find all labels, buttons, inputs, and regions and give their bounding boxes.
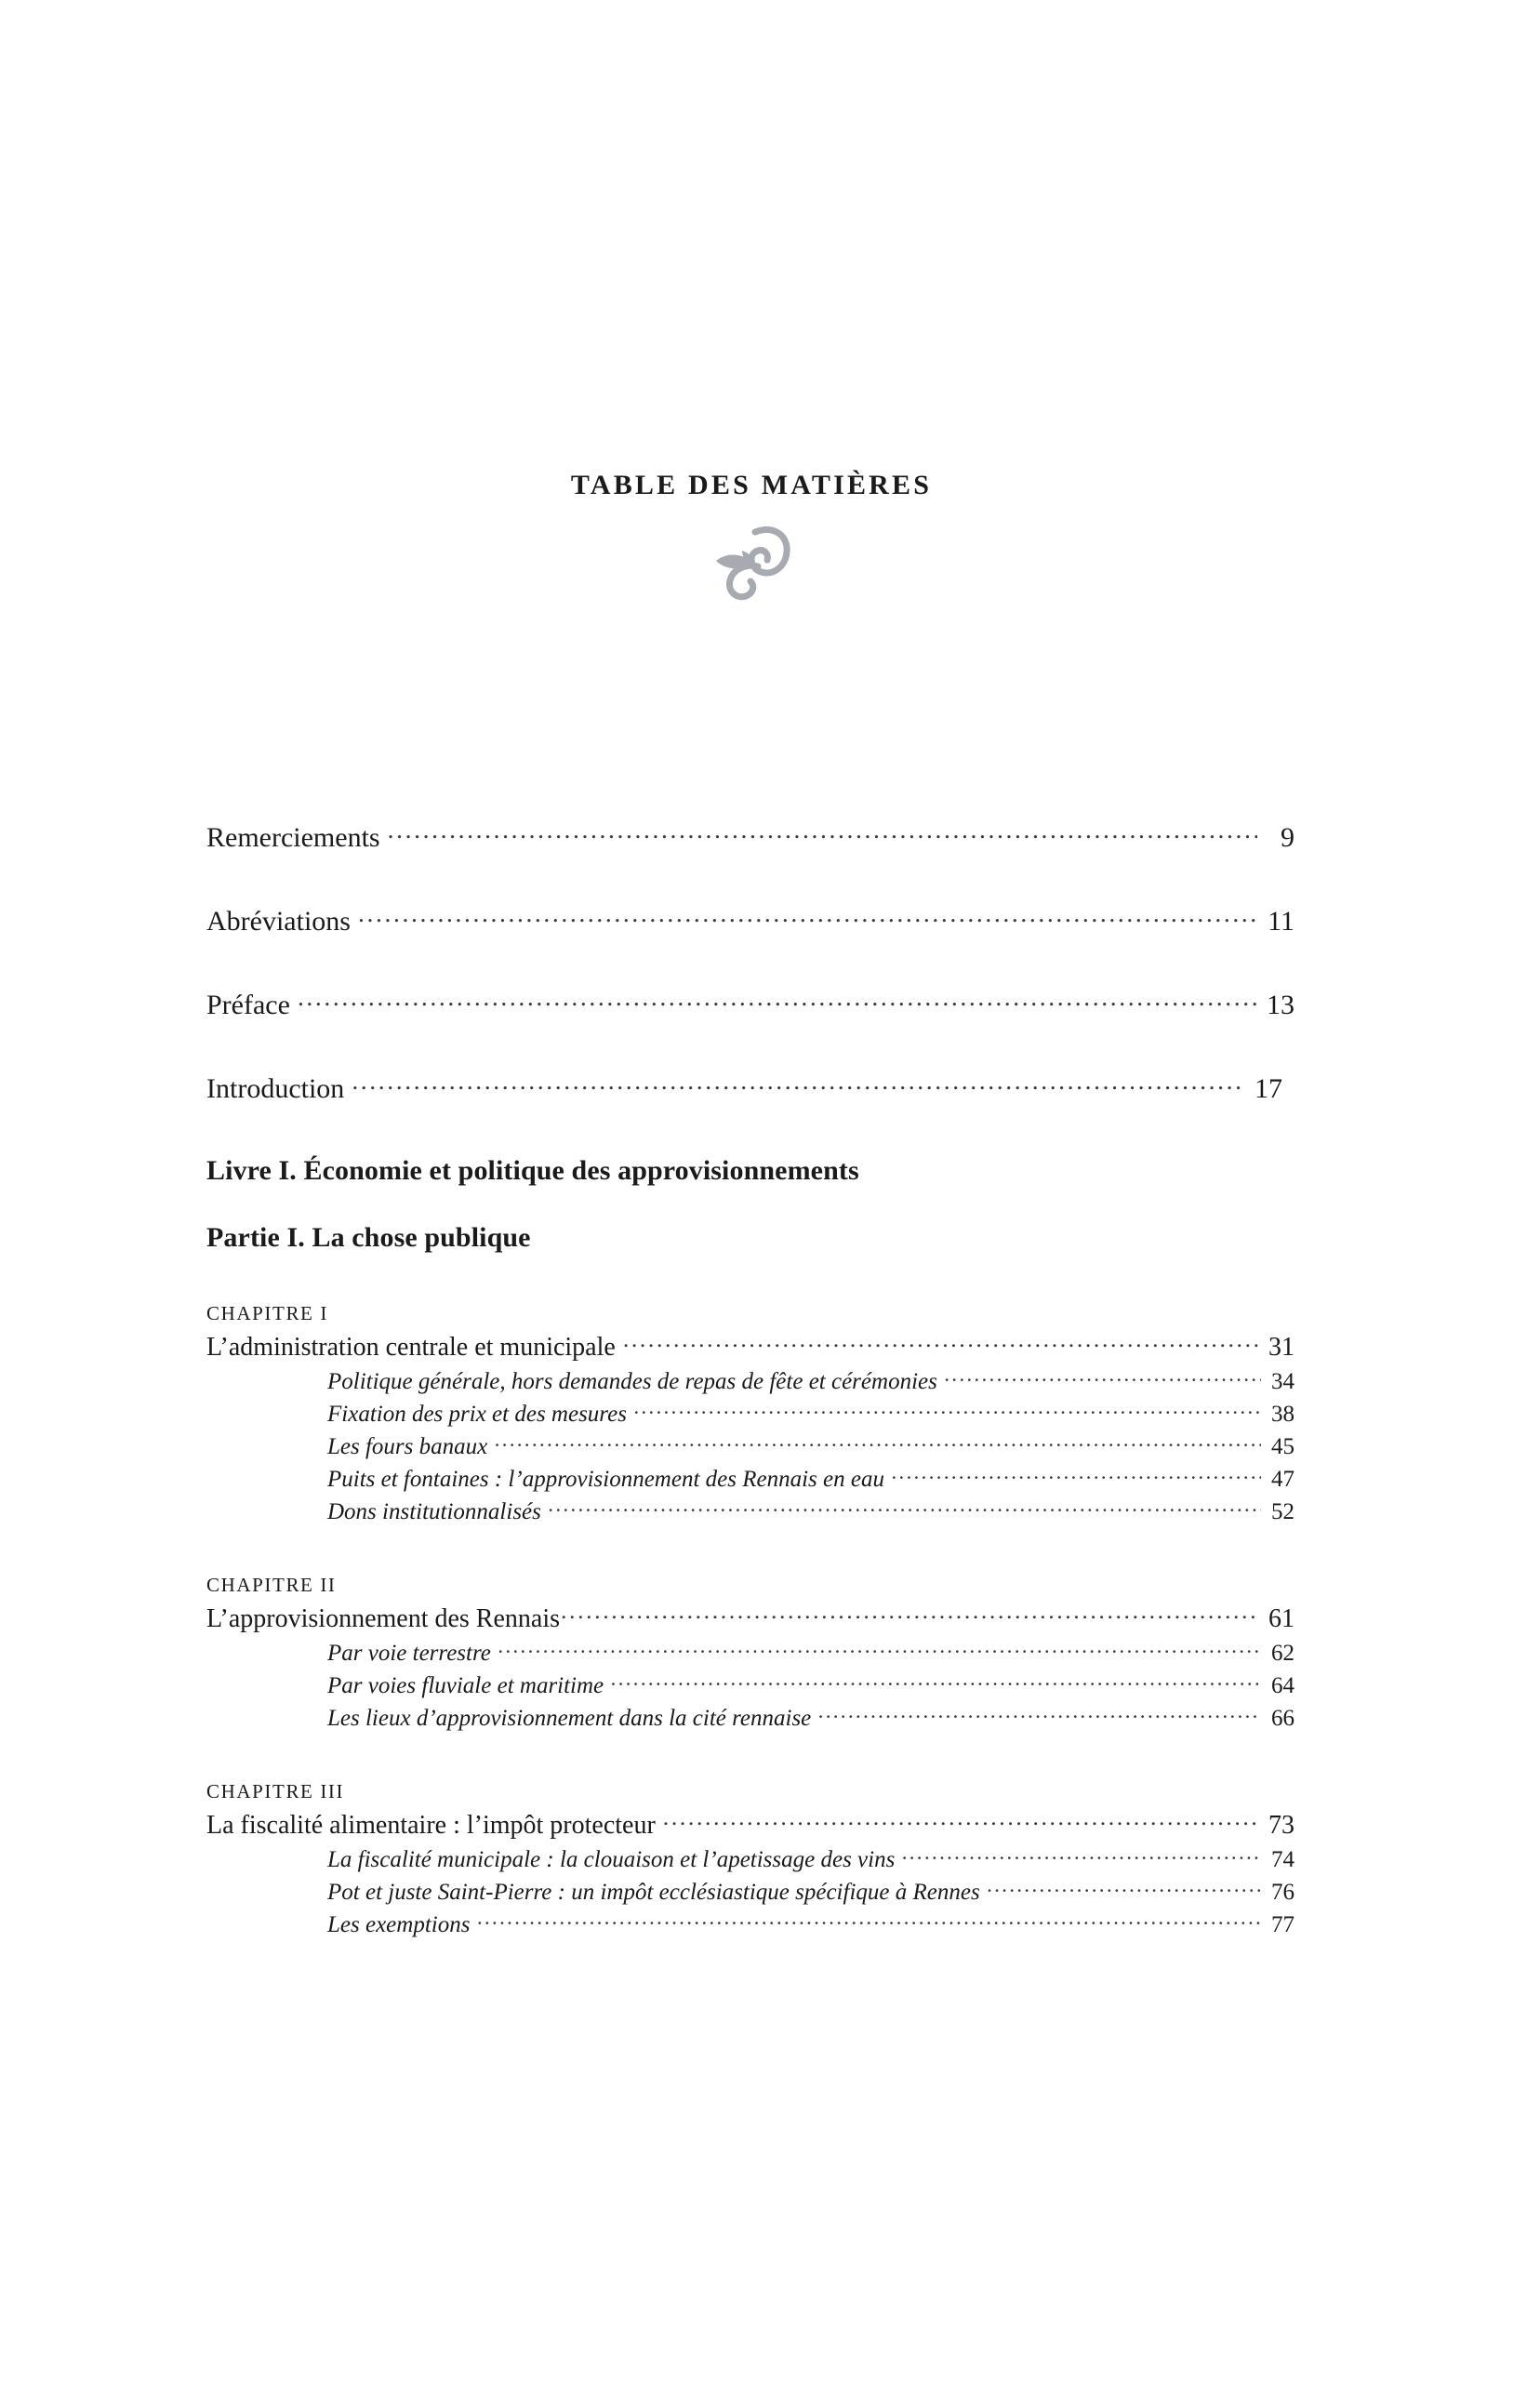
- toc-entry-label: Introduction: [206, 1073, 345, 1104]
- floral-flourish-ornament: [0, 523, 1520, 603]
- section-entry[interactable]: [327, 1637, 1294, 1667]
- section-entry[interactable]: [327, 1702, 1294, 1732]
- section-title: Fixation des prix et des mesures: [327, 1402, 627, 1427]
- dot-leader: [298, 986, 1257, 1014]
- toc-entry-page: 17: [1255, 1073, 1282, 1104]
- section-title: Les fours banaux: [327, 1434, 488, 1459]
- dot-leader: [988, 1876, 1261, 1899]
- toc-entry-page: 9: [1281, 822, 1294, 853]
- chapter-label: CHAPITRE II: [206, 1574, 337, 1596]
- dot-leader: [945, 1365, 1261, 1389]
- dot-leader: [663, 1807, 1259, 1833]
- dot-leader: [902, 1843, 1261, 1867]
- section-page: 45: [1271, 1434, 1294, 1459]
- section-page: 74: [1271, 1847, 1294, 1872]
- toc-entry-page: 11: [1268, 906, 1294, 937]
- dot-leader: [623, 1329, 1259, 1355]
- dot-leader: [498, 1637, 1261, 1660]
- section-page: 64: [1271, 1673, 1294, 1698]
- chapter-title-entry[interactable]: [206, 1807, 1294, 1841]
- section-title: Pot et juste Saint-Pierre : un impôt ecclésiastique spécifique à Rennes: [327, 1880, 980, 1905]
- section-entry[interactable]: [327, 1876, 1294, 1906]
- section-page: 38: [1271, 1402, 1294, 1427]
- section-title: Les exemptions: [327, 1912, 471, 1937]
- chapter-page: 31: [1268, 1333, 1294, 1362]
- section-entry[interactable]: [327, 1463, 1294, 1493]
- chapter-title-entry[interactable]: [206, 1329, 1294, 1363]
- chapter-title: L’approvisionnement des Rennais: [206, 1604, 561, 1633]
- dot-leader: [634, 1398, 1261, 1421]
- page-title: TABLE DES MATIÈRES: [570, 470, 933, 500]
- dot-leader: [611, 1669, 1261, 1693]
- dot-leader: [495, 1430, 1261, 1454]
- part-heading: Partie I. La chose publique: [206, 1222, 531, 1253]
- section-page: 66: [1271, 1706, 1294, 1731]
- dot-leader: [818, 1702, 1261, 1725]
- chapter-title-entry[interactable]: [206, 1601, 1294, 1634]
- section-title: Puits et fontaines : l’approvisionnement des Rennais en eau: [327, 1467, 884, 1492]
- section-entry[interactable]: [327, 1909, 1294, 1938]
- toc-entry-front[interactable]: [206, 1070, 1294, 1105]
- toc-entry-page: 13: [1267, 990, 1294, 1020]
- section-title: Par voie terrestre: [327, 1641, 491, 1666]
- section-page: 47: [1271, 1467, 1294, 1492]
- section-page: 77: [1271, 1912, 1294, 1937]
- toc-entry-label: Préface: [206, 990, 290, 1020]
- section-page: 62: [1271, 1641, 1294, 1666]
- dot-leader: [388, 818, 1257, 846]
- dot-leader: [892, 1463, 1261, 1486]
- chapter-title: L’administration centrale et municipale: [206, 1333, 616, 1362]
- toc-entry-front[interactable]: [206, 902, 1294, 938]
- section-title: Par voies fluviale et maritime: [327, 1673, 604, 1698]
- section-title: Les lieux d’approvisionnement dans la cité rennaise: [327, 1706, 812, 1731]
- section-entry[interactable]: [327, 1843, 1294, 1873]
- section-page: 76: [1271, 1880, 1294, 1905]
- chapter-page: 73: [1268, 1811, 1294, 1840]
- section-page: 52: [1271, 1499, 1294, 1524]
- chapter-title: La fiscalité alimentaire : l’impôt protecteur: [206, 1811, 656, 1840]
- dot-leader: [549, 1496, 1261, 1519]
- chapter-label: CHAPITRE III: [206, 1780, 345, 1802]
- toc-entry-front[interactable]: [206, 818, 1294, 854]
- section-title: La fiscalité municipale : la clouaison et l’apetissage des vins: [327, 1847, 896, 1872]
- section-entry[interactable]: [327, 1496, 1294, 1525]
- toc-entry-label: Remerciements: [206, 822, 380, 853]
- section-entry[interactable]: [327, 1430, 1294, 1460]
- section-entry[interactable]: [327, 1398, 1294, 1428]
- chapter-page: 61: [1268, 1604, 1294, 1633]
- toc-entry-label: Abréviations: [206, 906, 351, 937]
- toc-entry-front[interactable]: [206, 986, 1294, 1021]
- dot-leader: [477, 1909, 1261, 1932]
- title-block: [0, 470, 1540, 603]
- dot-leader: [358, 902, 1257, 930]
- dot-leader: [352, 1070, 1245, 1097]
- section-entry[interactable]: [327, 1365, 1294, 1395]
- toc-list: [206, 818, 1294, 1941]
- section-page: 34: [1271, 1369, 1294, 1394]
- dot-leader: [561, 1601, 1259, 1627]
- section-title: Dons institutionnalisés: [327, 1499, 541, 1524]
- chapter-label: CHAPITRE I: [206, 1302, 328, 1324]
- section-title: Politique générale, hors demandes de repas de fête et cérémonies: [327, 1369, 937, 1394]
- section-entry[interactable]: [327, 1669, 1294, 1699]
- book-heading: Livre I. Économie et politique des approvisionnements: [206, 1155, 859, 1186]
